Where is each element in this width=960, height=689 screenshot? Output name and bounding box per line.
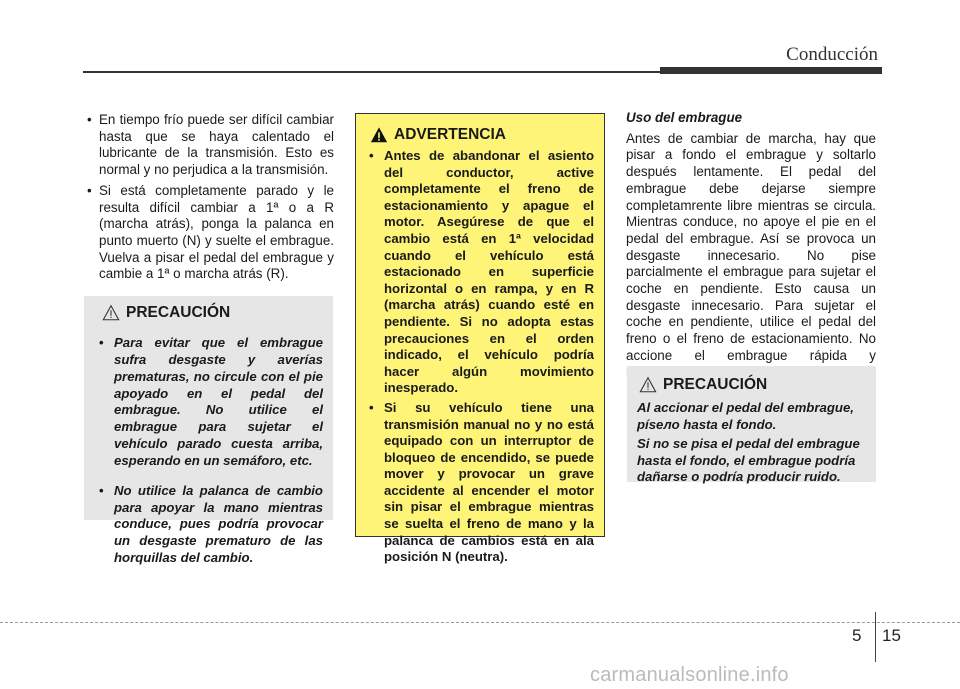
caution-box-left bbox=[84, 296, 333, 565]
column-right bbox=[626, 110, 876, 381]
warning-item: • Si su vehículo tiene una transmisión manual no y no está equipado con un interruptor de bloqueo de encendido, se puede mover y provocar un grave accidente al encender el motor sin pisar el embrague mientras se suelta el freno de mano y la palanca de cambios está en ala posición N (neutra). bbox=[366, 400, 594, 566]
caution-item: • Para evitar que el embrague sufra desgaste y averías prematuras, no circule con el pie apoyado en el pedal del embrague. No utilice el embrague para sujetar el vehículo parado cuesta arriba, esperando en un semáforo, etc. bbox=[96, 335, 323, 469]
header-rule bbox=[83, 71, 660, 73]
section-number: 5 bbox=[852, 626, 862, 645]
caution-triangle-icon bbox=[102, 304, 120, 322]
watermark: carmanualsonline.info bbox=[590, 664, 789, 686]
page-header-title: Conducción bbox=[786, 44, 878, 65]
footer-rule bbox=[0, 622, 960, 623]
caution-title bbox=[102, 304, 323, 322]
warning-title-text: ADVERTENCIA bbox=[394, 126, 506, 143]
section-heading: Uso del embrague bbox=[626, 110, 743, 125]
warning-triangle-icon bbox=[370, 126, 388, 144]
column-left bbox=[84, 112, 334, 287]
caution-title-text: PRECAUCIÓN bbox=[663, 376, 768, 393]
caution-title bbox=[639, 376, 866, 394]
warning-item: • Antes de abandonar el asiento del conductor, active completamente el freno de estacionamiento y apague el motor. Asegúrese de que el cambio está en 1ª velocidad cuando el vehículo está estacionado en superficie horizontal o en rampa, y en R (marcha atrás) cuando esté en pendiente. Si no adopta estas precauciones en el orden indicado, el vehículo podría hacer algún movimiento inesperado. bbox=[366, 148, 594, 397]
caution-paragraph: Si no se pisa el pedal del embrague hasta el fondo, el embrague podría dañarse o podría producir ruido. bbox=[637, 436, 860, 485]
section-body: Antes de cambiar de marcha, hay que pisar a fondo el embrague y soltarlo después lentamente. El pedal del embrague debe dejarse siempre completamrente libre mientras se circula. Mientras conduce, no apoye el pie en el pedal del embrague. Así se provoca un desgaste innecesario. No pise parcialmente el embrague para sujetar el coche en pendiente. Esto causa un desgaste innecesario. Para sujetar el coche en pendiente, utilice el pedal del freno o el freno de estacionamiento. No accione el embrague rápida y bbox=[626, 130, 876, 363]
caution-triangle-icon bbox=[639, 376, 657, 394]
list-item: • Si está completamente parado y le resulta difícil cambiar a 1ª o a R (marcha atrás), ponga la palanca en punto muerto (N) y suelte el embrague. Vuelva a pisar el pedal del embrague y cambie a 1ª o marcha atrás (R). bbox=[84, 183, 334, 283]
header-bar bbox=[660, 67, 882, 74]
page-number: 15 bbox=[882, 626, 901, 645]
caution-box-right bbox=[627, 366, 876, 485]
warning-box bbox=[355, 113, 605, 565]
page-number-divider bbox=[875, 612, 876, 662]
caution-title-text: PRECAUCIÓN bbox=[126, 304, 231, 321]
warning-title bbox=[370, 126, 594, 144]
caution-paragraph: Al accionar el pedal del embrague, písело hasta el fondo. bbox=[637, 400, 854, 432]
list-item: • En tiempo frío puede ser difícil cambiar hasta que se haya calentado el lubricante de la transmisión. Esto es normal y no perjudica a la transmisión. bbox=[84, 112, 334, 179]
caution-item: • No utilice la palanca de cambio para apoyar la mano mientras conduce, pues podría provocar un desgaste prematuro de las horquillas del cambio. bbox=[96, 483, 323, 567]
